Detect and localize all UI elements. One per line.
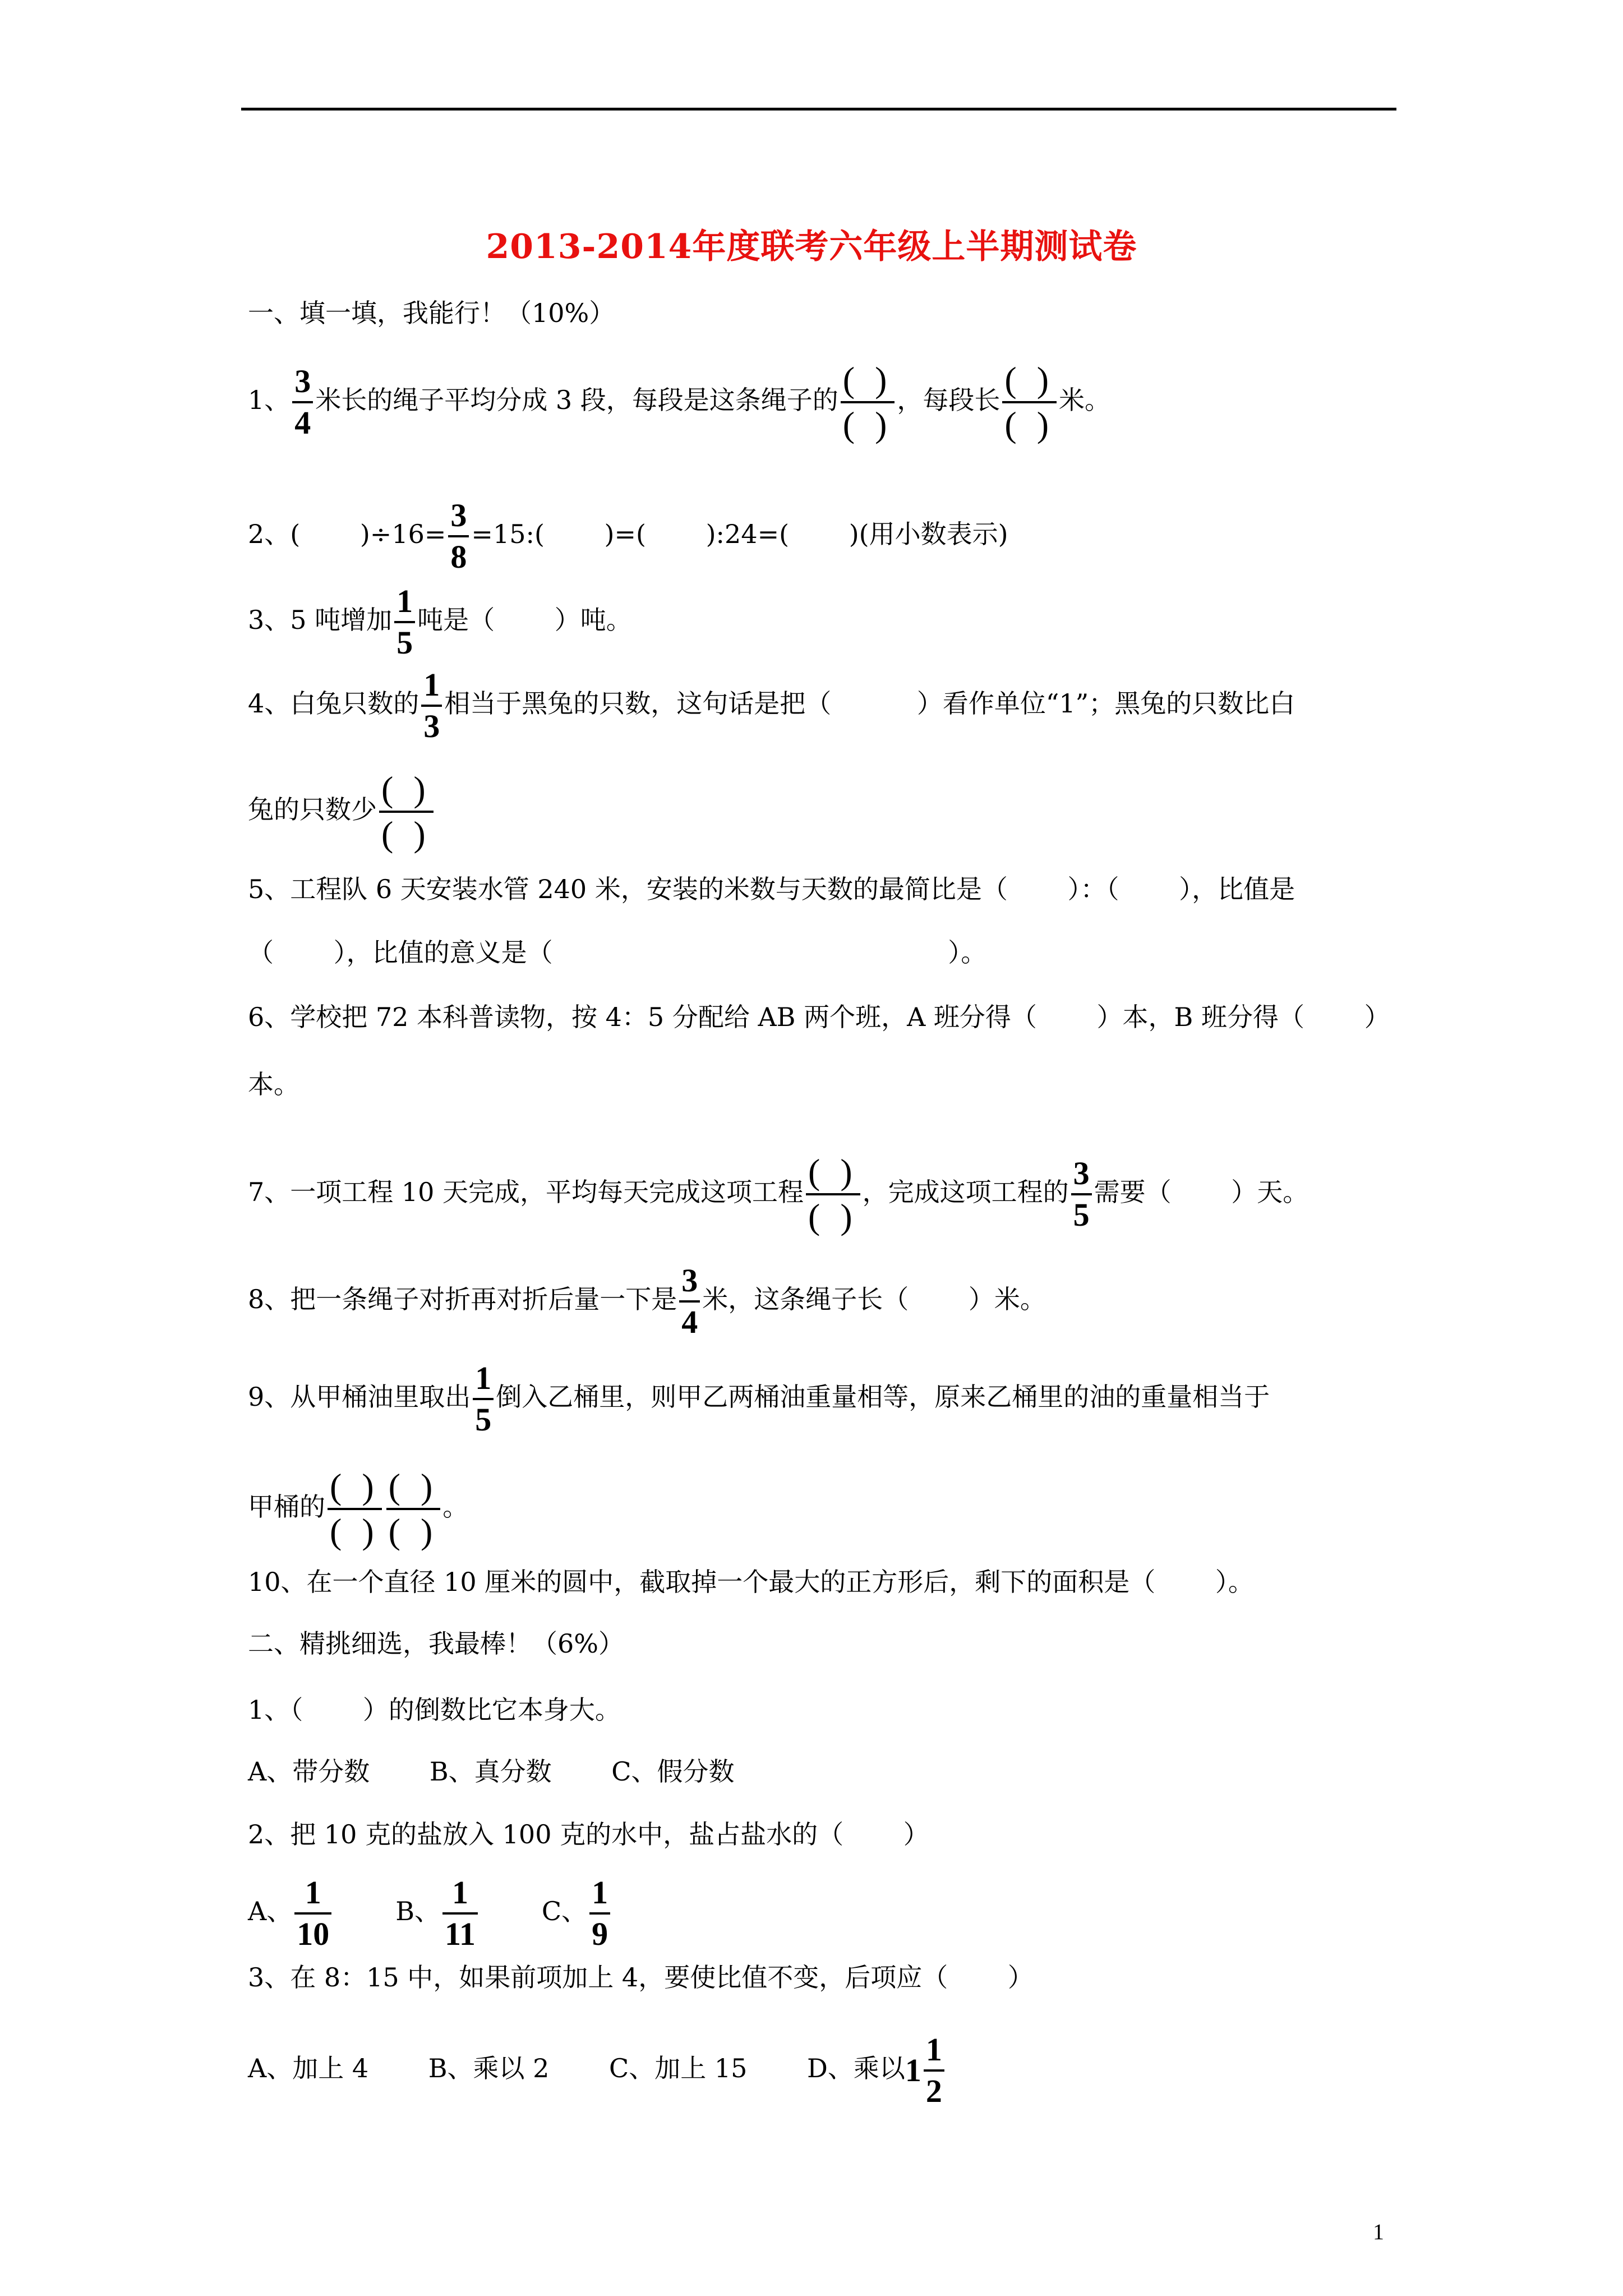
blank-fraction[interactable]: $\frac{( )}{( )}$ xyxy=(1002,362,1057,443)
question-6-cont: 本。 xyxy=(248,1069,299,1099)
blank-fraction[interactable]: $\frac{( )}{( )}$ xyxy=(328,1469,382,1549)
section-1-heading: 一、填一填，我能行！（10%） xyxy=(248,298,615,328)
section-2-heading: 二、精挑细选，我最棒！（6%） xyxy=(248,1628,624,1659)
mixed-number: 1 $\frac{1}{2}$ xyxy=(905,2033,947,2108)
header-rule xyxy=(241,108,1396,111)
s2-question-1-options: A、带分数 B、真分数 C、假分数 xyxy=(248,1756,735,1787)
question-6: 6、学校把 72 本科普读物，按 4：5 分配给 AB 两个班，A 班分得（ ）本，B 班分得（ ） xyxy=(248,1002,1390,1032)
s2-question-2: 2、把 10 克的盐放入 100 克的水中，盐占盐水的（ ） xyxy=(248,1819,929,1849)
question-4-cont: 兔的只数少 $\frac{( )}{( )}$ xyxy=(248,771,436,852)
fraction-1-5: $\frac{1}{5}$ xyxy=(473,1362,494,1436)
blank-fraction[interactable]: $\frac{( )}{( )}$ xyxy=(386,1469,441,1549)
blank-fraction[interactable]: $\frac{( )}{( )}$ xyxy=(806,1154,860,1235)
page-number: 1 xyxy=(1373,2219,1384,2244)
question-10: 10、在一个直径 10 厘米的圆中，截取掉一个最大的正方形后，剩下的面积是（ ）。 xyxy=(248,1567,1254,1597)
question-7: 7、一项工程 10 天完成，平均每天完成这项工程 $\frac{( )}{( )}$ ，完成这项工程的 $\frac{3}{5}$ 需要（ ）天。 xyxy=(248,1152,1309,1236)
question-3: 3、5 吨增加 $\frac{1}{5}$ 吨是（ ）吨。 xyxy=(248,583,632,661)
fraction-3-5: $\frac{3}{5}$ xyxy=(1071,1157,1092,1231)
fraction-1-5: $\frac{1}{5}$ xyxy=(394,585,415,659)
question-8: 8、把一条绳子对折再对折后量一下是 $\frac{3}{4}$ 米，这条绳子长（ ）米。 xyxy=(248,1262,1046,1340)
question-5: 5、工程队 6 天安装水管 240 米，安装的米数与天数的最简比是（ ）：（ ），比值是 xyxy=(248,874,1295,904)
s2-question-3-options: A、加上 4 B、乘以 2 C、加上 15 D、乘以 1 $\frac{1}{2}$ xyxy=(248,2033,947,2108)
blank-fraction[interactable]: $\frac{( )}{( )}$ xyxy=(379,771,434,852)
option-c-fraction[interactable]: $\frac{1}{9}$ xyxy=(589,1876,610,1950)
fraction-1-3: $\frac{1}{3}$ xyxy=(421,669,442,743)
question-1: 1、 $\frac{3}{4}$ 米长的绳子平均分成 3 段，每段是这条绳子的 $\frac{( )}{( )}$ ，每段长 $\frac{( )}{( )}$ 米。 xyxy=(248,360,1111,444)
fraction-3-8: $\frac{3}{8}$ xyxy=(448,499,469,573)
option-b-fraction[interactable]: $\frac{1}{11}$ xyxy=(442,1876,478,1950)
option-a-fraction[interactable]: $\frac{1}{10}$ xyxy=(294,1876,331,1950)
s2-question-2-options: A、 $\frac{1}{10}$ B、 $\frac{1}{11}$ C、 $\frac{1}{9}$ xyxy=(248,1876,612,1950)
blank-fraction[interactable]: $\frac{( )}{( )}$ xyxy=(841,362,895,443)
s2-question-3: 3、在 8：15 中，如果前项加上 4，要使比值不变，后项应（ ） xyxy=(248,1962,1034,1993)
question-9: 9、从甲桶油里取出 $\frac{1}{5}$ 倒入乙桶里，则甲乙两桶油重量相等，原来乙桶里的油的重量相当于 xyxy=(248,1360,1270,1438)
s2-question-1: 1、（ ）的倒数比它本身大。 xyxy=(248,1695,621,1725)
fraction-3-4: $\frac{3}{4}$ xyxy=(292,365,313,439)
page-title: 2013-2014年度联考六年级上半期测试卷 xyxy=(486,227,1137,266)
fraction-3-4: $\frac{3}{4}$ xyxy=(679,1264,700,1338)
question-4: 4、白兔只数的 $\frac{1}{3}$ 相当于黑兔的只数，这句话是把（ ）看作单位“1”；黑兔的只数比白 xyxy=(248,666,1295,744)
question-9-cont: 甲桶的 $\frac{( )}{( )}$ $\frac{( )}{( )}$ 。 xyxy=(248,1466,469,1551)
question-2: 2、( )÷16= $\frac{3}{8}$ =15:( )=( ):24=( )(用小数表示) xyxy=(248,497,1008,575)
question-5-cont: （ ），比值的意义是（ ）。 xyxy=(248,937,987,968)
